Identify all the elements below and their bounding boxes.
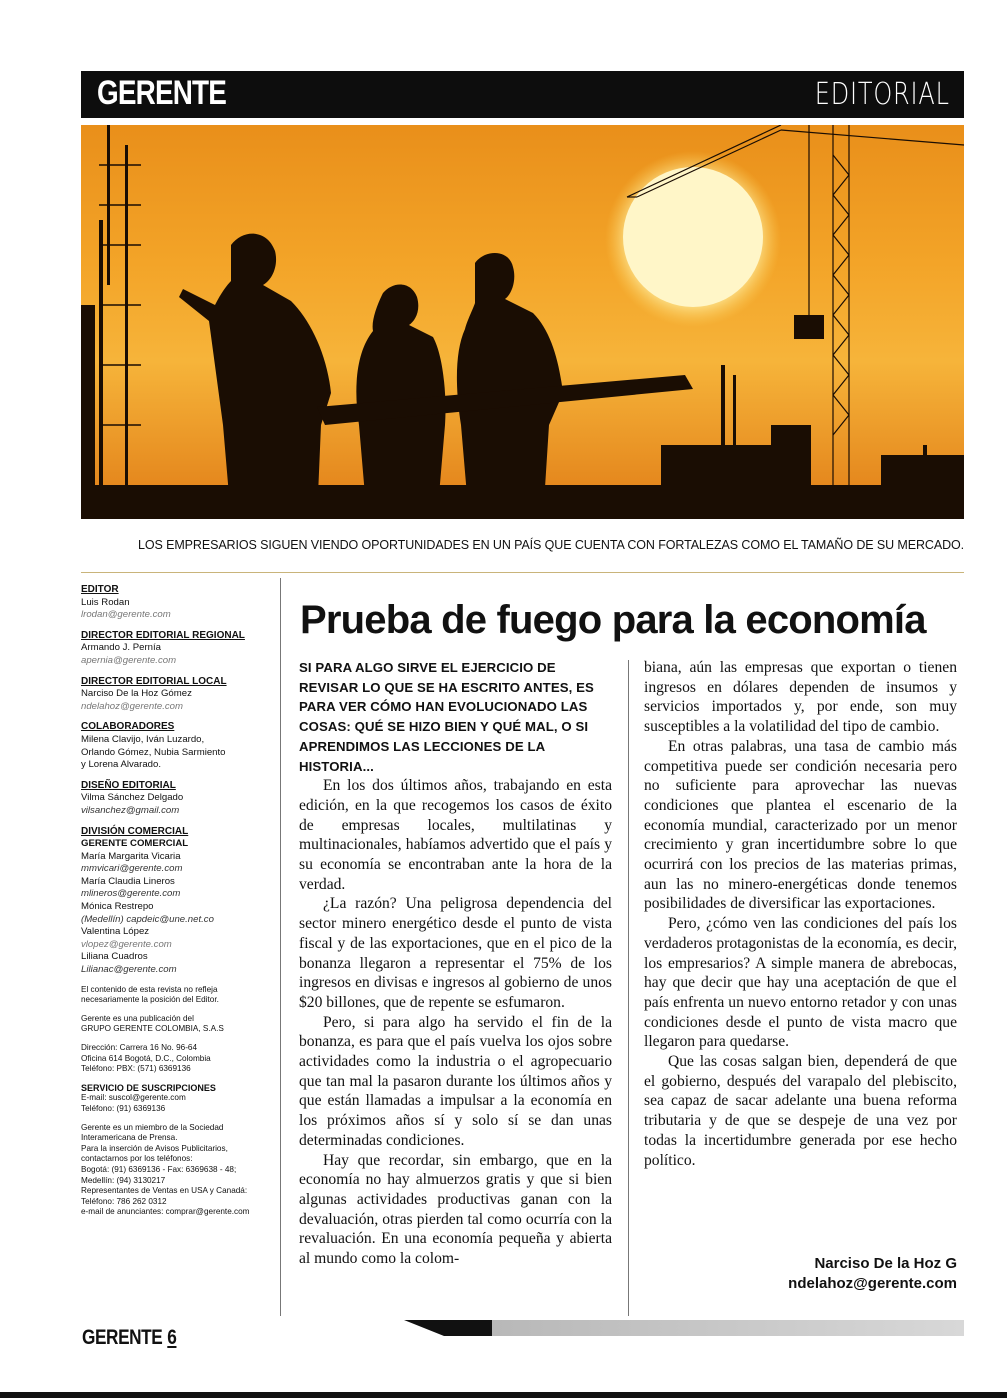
note-line: Oficina 614 Bogotá, D.C., Colombia: [81, 1053, 211, 1063]
masthead-heading: DIRECTOR EDITORIAL LOCAL: [81, 675, 227, 687]
masthead-name: María Margarita Vicaria: [81, 850, 181, 862]
masthead-email: mmvicari@gerente.com: [81, 863, 183, 875]
masthead-name: Liliana Cuadros: [81, 951, 148, 963]
note-line: GRUPO GERENTE COLOMBIA, S.A.S: [81, 1024, 224, 1034]
masthead-email: (Medellín) capdeic@une.net.co: [81, 913, 214, 925]
article-paragraph: En los dos últimos años, trabajando en esta edición, en la que recogemos los casos de éxito de empresas locales, multilatinas y multinacionales, habíamos advertido que el país y su economía se encontraban ante la hora de la verdad.: [299, 777, 612, 893]
masthead-email: vlopez@gerente.com: [81, 938, 172, 950]
note-line: Dirección: Carrera 16 No. 96-64: [81, 1043, 198, 1052]
note-line: e-mail de anunciantes: comprar@gerente.com: [81, 1207, 250, 1217]
masthead-subscriptions: [81, 1083, 271, 1115]
masthead-subheading: GERENTE COMERCIAL: [81, 838, 189, 850]
masthead-email: vilsanchez@gmail.com: [81, 804, 180, 816]
author-email: ndelahoz@gerente.com: [788, 1275, 957, 1292]
masthead-address: [81, 1043, 271, 1075]
page-edge: [0, 1392, 1007, 1398]
masthead-name: Armando J. Pernía: [81, 642, 161, 654]
masthead-email: apernia@gerente.com: [81, 654, 177, 666]
article-lead: SI PARA ALGO SIRVE EL EJERCICIO DE REVISAR LO QUE SE HA ESCRITO ANTES, ES PARA VER CÓMO HAN EVOLUCIONADO LAS COSAS: QUÉ SE HIZO BIEN Y QUÉ MAL, O SI APRENDIMOS LAS LECCIONES DE LA HISTORIA...: [299, 660, 594, 774]
note-line: Representantes de Ventas en USA y Canadá:: [81, 1186, 248, 1196]
masthead-note: [81, 1014, 271, 1035]
section-label: EDITORIAL: [814, 77, 950, 112]
brand-logo: GERENTE: [97, 74, 227, 112]
construction-sunset-photo: [81, 125, 964, 519]
masthead: [81, 584, 271, 1218]
masthead-misc: [81, 1123, 271, 1218]
article-paragraph: En otras palabras, una tasa de cambio más competitiva puede ser condición necesaria pero no suficiente para aprovechar las nuevas condiciones que plantea el escenario de la economía mundial, caracterizado por un menor crecimiento y gran incertidumbre sobre lo que ocurrirá con los precios de las materias primas, aun las no minero-energéticas donde tenemos posibilidades de diversificar las exportaciones.: [644, 737, 957, 913]
header-bar: [81, 71, 964, 118]
note-line: Gerente es una publicación del: [81, 1013, 194, 1023]
note-line: Para la inserción de Avisos Publicitarios,: [81, 1143, 228, 1153]
masthead-name: y Lorena Alvarado.: [81, 759, 162, 771]
masthead-heading: EDITOR: [81, 584, 119, 595]
note-heading: SERVICIO DE SUSCRIPCIONES: [81, 1082, 216, 1093]
masthead-heading: DIRECTOR EDITORIAL REGIONAL: [81, 629, 245, 641]
article-column-2: [644, 658, 957, 1170]
note-line: El contenido de esta revista no refleja: [81, 984, 218, 994]
note-line: Teléfono: PBX: (571) 6369136: [81, 1064, 191, 1074]
author-signature: [788, 1254, 957, 1294]
note-line: Interamericana de Prensa.: [81, 1133, 178, 1143]
masthead-name: Orlando Gómez, Nubia Sarmiento: [81, 746, 226, 758]
page-number: 6: [167, 1326, 177, 1349]
note-line: Teléfono: (91) 6369136: [81, 1103, 166, 1113]
note-line: E-mail: suscol@gerente.com: [81, 1093, 186, 1103]
article-headline: Prueba de fuego para la economía: [300, 598, 926, 642]
masthead-heading: DISEÑO EDITORIAL: [81, 779, 176, 791]
note-line: necesariamente la posición del Editor.: [81, 995, 219, 1005]
masthead-email: ndelahoz@gerente.com: [81, 700, 184, 712]
masthead-name: Luis Rodan: [81, 596, 130, 608]
divider: [628, 660, 629, 1316]
masthead-heading: DIVISIÓN COMERCIAL: [81, 825, 189, 837]
masthead-heading: COLABORADORES: [81, 721, 175, 733]
note-line: Gerente es un miembro de la Sociedad: [81, 1122, 224, 1132]
divider: [280, 578, 281, 1316]
masthead-email: Lilianac@gerente.com: [81, 964, 177, 976]
footer-logo: GERENTE: [82, 1326, 163, 1349]
masthead-name: Valentina López: [81, 926, 150, 938]
footer-brand: [82, 1326, 176, 1350]
article-paragraph: Pero, ¿cómo ven las condiciones del país los verdaderos protagonistas de la economía, es decir, los empresarios? A simple manera de abrebocas, hay que decir que hay una aceptación de que el país enfrenta un nuevo entorno retador y con unas condiciones desde el punto de vista macro que llegaron para quedarse.: [644, 915, 957, 1051]
author-name: Narciso De la Hoz G: [814, 1255, 957, 1272]
article-paragraph: Pero, si para algo ha servido el fin de la bonanza, es para que el país vuelva los ojos sobre actividades como la industria o el agropecuario que tan mal la pasaron durante los últimos años y que están llamadas a impulsar a la economía en los próximos años sí y solo sí se dan unas determinadas condiciones.: [299, 1013, 612, 1149]
hero-photo: [81, 125, 964, 519]
masthead-name: Narciso De la Hoz Gómez: [81, 688, 192, 700]
note-line: contactarnos por los teléfonos:: [81, 1154, 193, 1164]
note-line: Bogotá: (91) 6369136 - Fax: 6369638 - 48;: [81, 1164, 237, 1174]
masthead-name: Vilma Sánchez Delgado: [81, 792, 184, 804]
masthead-email: mlineros@gerente.com: [81, 888, 181, 900]
masthead-name: Milena Clavijo, Iván Luzardo,: [81, 733, 205, 745]
note-line: Medellín: (94) 3130217: [81, 1175, 166, 1185]
divider: [81, 572, 964, 573]
photo-caption: LOS EMPRESARIOS SIGUEN VIENDO OPORTUNIDADES EN UN PAÍS QUE CUENTA CON FORTALEZAS COMO EL TAMAÑO DE SU MERCADO.: [138, 538, 964, 552]
article-paragraph: Que las cosas salgan bien, dependerá de que el gobierno, después del varapalo del plebiscito, sea capaz de sacar adelante una buena reforma tributaria y de que se despeje de una vez por todas la incertidumbre generada por ese hecho político.: [644, 1053, 957, 1169]
masthead-name: María Claudia Lineros: [81, 875, 175, 887]
masthead-note: [81, 985, 271, 1006]
article-paragraph: biana, aún las empresas que exportan o tienen ingresos en dólares dependen de insumos y servicios importados y, por ende, son muy susceptibles a la volatilidad del tipo de cambio.: [644, 659, 957, 736]
article-paragraph: ¿La razón? Una peligrosa dependencia del sector minero energético desde el punto de vista fiscal y de las exportaciones, que en el pico de la bonanza llegaron a representar el 75% de los ingresos en divisas e ingresos al gobierno de unos $20 billones, que de repente se esfumaron.: [299, 895, 612, 1011]
masthead-name: Mónica Restrepo: [81, 901, 154, 913]
footer-bar: [404, 1320, 964, 1336]
article-paragraph: Hay que recordar, sin embargo, que en la economía no hay almuerzos gratis y que si bien algunas actividades productivas ganan con la devaluación, otras pierden tal como ocurría con la revaluación. En una economía pequeña y abierta al mundo como la colom-: [299, 1151, 612, 1268]
masthead-email: lrodan@gerente.com: [81, 609, 171, 621]
note-line: Teléfono: 786 262 0312: [81, 1196, 167, 1206]
article-column-1: [299, 658, 612, 1269]
